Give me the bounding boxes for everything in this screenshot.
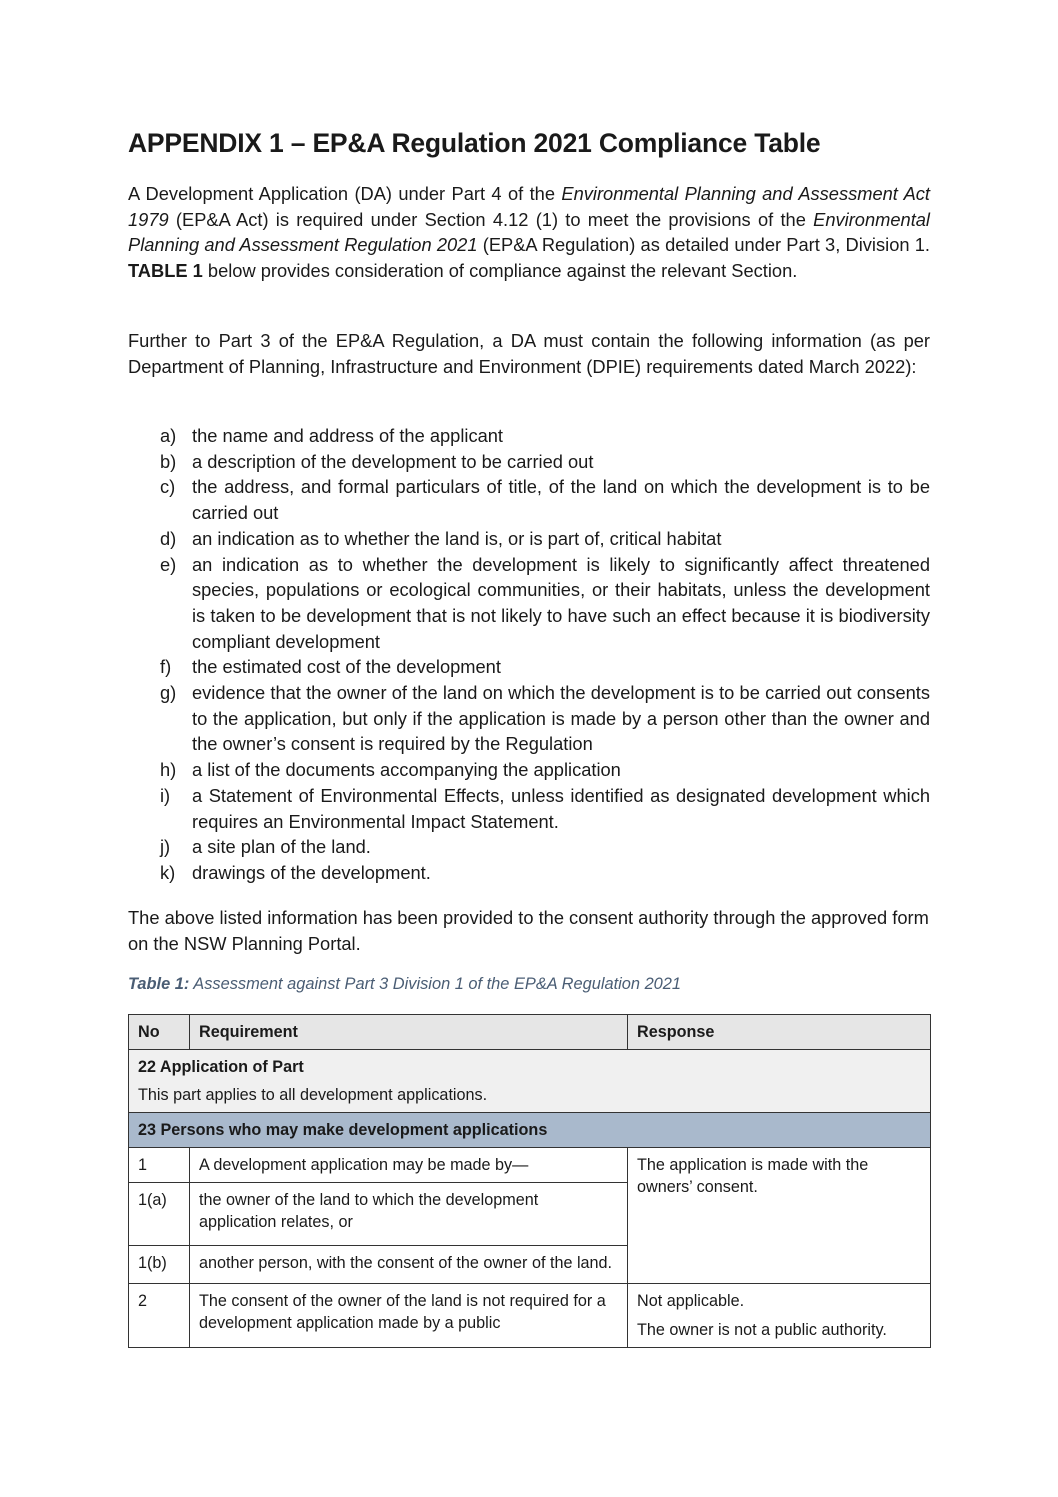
section-row-23 bbox=[129, 1113, 931, 1148]
row-no: 1(a) bbox=[129, 1183, 190, 1246]
list-item bbox=[128, 757, 930, 783]
list-item bbox=[128, 474, 930, 525]
list-marker: i) bbox=[160, 784, 171, 806]
intro-text-2: (EP&A Act) is required under Section 4.12 (1) to meet the provisions of the bbox=[168, 208, 814, 230]
list-item-text: evidence that the owner of the land on which the development is to be carried out consents to the application, but only if the application is made by a person other than the owner and the owner’s consent is required by the Regulation bbox=[192, 682, 930, 755]
section-22-cell bbox=[129, 1050, 931, 1113]
list-item bbox=[128, 449, 930, 475]
header-no: No bbox=[129, 1015, 190, 1050]
act-title: Environmental Planning and Assessment Act 1979 bbox=[128, 183, 930, 230]
list-item-text: a list of the documents accompanying the application bbox=[192, 759, 621, 781]
requirements-list bbox=[128, 423, 930, 886]
list-marker: j) bbox=[160, 836, 171, 858]
list-item bbox=[128, 552, 930, 655]
list-marker: e) bbox=[160, 553, 177, 575]
header-requirement: Requirement bbox=[190, 1015, 628, 1050]
section-23-title: 23 Persons who may make development applications bbox=[129, 1113, 931, 1148]
list-item-text: drawings of the development. bbox=[192, 861, 431, 883]
row-no: 1 bbox=[129, 1148, 190, 1183]
list-item bbox=[128, 423, 930, 449]
list-item-text: a Statement of Environmental Effects, unless identified as designated development which requires an Environmental Impact Statement. bbox=[192, 784, 930, 832]
row-requirement: the owner of the land to which the development application relates, or bbox=[190, 1183, 628, 1246]
intro-paragraph bbox=[128, 181, 930, 284]
table-caption bbox=[128, 975, 681, 994]
intro-text-1: A Development Application (DA) under Part 4 of the bbox=[128, 183, 562, 204]
list-item-text: a description of the development to be carried out bbox=[192, 450, 594, 472]
list-marker: f) bbox=[160, 656, 172, 678]
list-marker: k) bbox=[160, 861, 176, 883]
list-marker: g) bbox=[160, 682, 177, 704]
row-requirement: The consent of the owner of the land is not required for a development application made by a public bbox=[190, 1284, 628, 1348]
row-no: 1(b) bbox=[129, 1246, 190, 1284]
list-item bbox=[128, 680, 930, 757]
list-marker: h) bbox=[160, 759, 177, 781]
list-item bbox=[128, 783, 930, 834]
intro-text-3: (EP&A Regulation) as detailed under Part 3, Division 1. bbox=[477, 234, 930, 256]
intro-text-4: below provides consideration of compliance against the relevant Section. bbox=[202, 260, 798, 282]
list-marker: c) bbox=[160, 476, 176, 498]
response-line: Not applicable. bbox=[637, 1292, 745, 1310]
closing-paragraph: The above listed information has been provided to the consent authority through the approved form on the NSW Planning Portal. bbox=[128, 907, 929, 954]
list-item-text: the estimated cost of the development bbox=[192, 656, 501, 678]
table-row bbox=[129, 1148, 931, 1183]
list-item bbox=[128, 526, 930, 552]
list-item-text: an indication as to whether the land is, or is part of, critical habitat bbox=[192, 527, 722, 549]
list-item bbox=[128, 860, 930, 886]
list-item bbox=[128, 654, 930, 680]
list-marker: a) bbox=[160, 425, 177, 446]
section-22-description: This part applies to all development applications. bbox=[138, 1086, 488, 1104]
section-22-title: 22 Application of Part bbox=[138, 1058, 304, 1076]
list-item bbox=[128, 834, 930, 860]
row-response bbox=[628, 1284, 931, 1348]
section-row-22 bbox=[129, 1050, 931, 1113]
table-header-row bbox=[129, 1015, 931, 1050]
further-paragraph: Further to Part 3 of the EP&A Regulation, a DA must contain the following information (as per Department of Planning, Infrastructure and Environment (DPIE) requirements dated March 2022): bbox=[128, 330, 930, 377]
header-response: Response bbox=[628, 1015, 931, 1050]
response-line: The owner is not a public authority. bbox=[637, 1321, 887, 1339]
list-item-text: an indication as to whether the development is likely to significantly affect threatened species, populations or ecological communities, or their habitats, unless the development is taken to be development that is not likely to have such an effect because it is biodiversity compliant development bbox=[192, 553, 930, 652]
row-response: The application is made with the owners’ consent. bbox=[628, 1148, 931, 1284]
table-caption-text: Assessment against Part 3 Division 1 of the EP&A Regulation 2021 bbox=[189, 975, 682, 993]
row-no: 2 bbox=[129, 1284, 190, 1348]
row-requirement: A development application may be made by— bbox=[190, 1148, 628, 1183]
table-caption-label: Table 1: bbox=[128, 975, 190, 993]
list-item-text: the name and address of the applicant bbox=[192, 425, 503, 446]
table-reference: TABLE 1 bbox=[128, 260, 203, 282]
page-title: APPENDIX 1 – EP&A Regulation 2021 Compliance Table bbox=[128, 128, 821, 158]
compliance-table bbox=[128, 1014, 931, 1348]
table-row bbox=[129, 1284, 931, 1348]
list-marker: b) bbox=[160, 450, 177, 472]
regulation-title: Environmental Planning and Assessment Regulation 2021 bbox=[128, 208, 930, 256]
list-item-text: a site plan of the land. bbox=[192, 836, 371, 858]
row-requirement: another person, with the consent of the owner of the land. bbox=[190, 1246, 628, 1284]
list-item-text: the address, and formal particulars of title, of the land on which the development is to be carried out bbox=[192, 476, 930, 524]
list-marker: d) bbox=[160, 527, 177, 549]
